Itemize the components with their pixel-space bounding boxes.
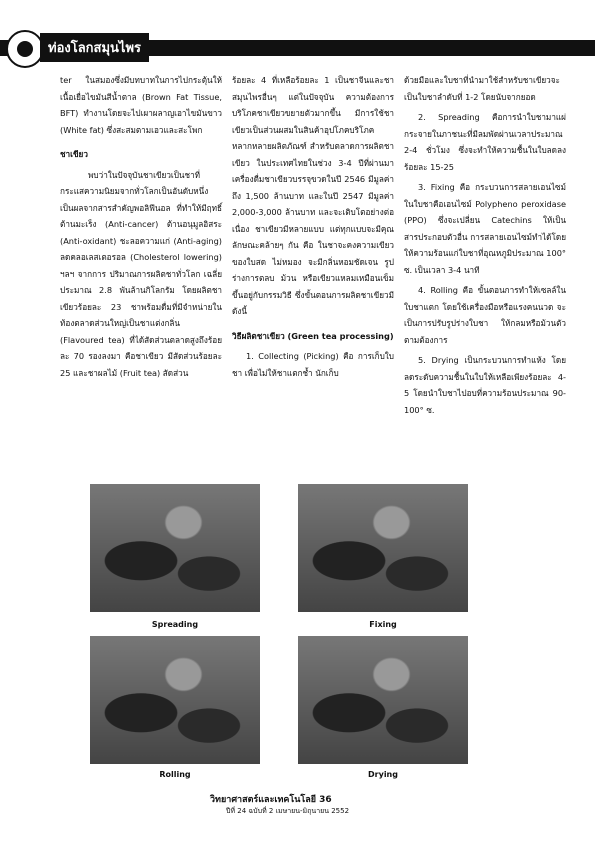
column-1 (60, 72, 222, 385)
section-heading: วิธีผลิตชาเขียว (Green tea processing) (232, 330, 394, 341)
photo-spreading (90, 484, 260, 612)
footer-journal: วิทยาศาสตร์และเทคโนโลยี 36 (210, 795, 332, 805)
photo-fixing (298, 484, 468, 612)
page-header (0, 30, 595, 66)
photo-rolling (90, 636, 260, 764)
caption-fixing: Fixing (369, 620, 397, 629)
caption-rolling: Rolling (159, 770, 191, 779)
paragraph: 3. Fixing คือ กระบวนการสลายเอนไซม์ในใบชาคือเอนไซม์ Polypheno peroxidase (PPO) ซึ่งจะเปลี่ยน Catechins ให้เป็นสารประกอบตัวอื่น การสลายเอนไซม์ทำได้โดยให้ความร้อนแก่ใบชาที่อุณหภูมิประมาณ 100° ซ. เป็นเวลา 3-4 นาที (404, 182, 566, 275)
photo-drying (298, 636, 468, 764)
paragraph: ร้อยละ 4 ที่เหลือร้อยละ 1 เป็นชาจีนและชาสมุนไพรอื่นๆ แต่ในปัจจุบัน ความต้องการบริโภคชาเขียวขยายตัวมากขึ้น มีการใช้ชาเขียวเป็นส่วนผสมในสินค้าอุปโภคบริโภคหลากหลายผลิตภัณฑ์ สำหรับตลาดการผลิตชาเขียว ในประเทศไทยในช่วง 3-4 ปีที่ผ่านมาเครื่องดื่มชาเขียวบรรจุขวดในปี 2546 มีมูลค่าถึง 1,500 ล้านบาท และในปี 2547 มีมูลค่า 2,000-3,000 ล้านบาท และจะเติบโตอย่างต่อเนื่อง ชาเขียวมีหลายแบบ แต่ทุกแบบจะมีคุณลักษณะคล้ายๆ กัน คือ ในชาจะคงความเขียวของใบสด ไม่หมอง จะมีกลิ่นหอมชัดเจน รูปร่างการตลบ ม้วน หรือเขียวแหลมเหมือนเข็มขึ้นอยู่กับกรรมวิธี ซึ่งขั้นตอนการผลิตชาเขียวมีดังนี้ (232, 75, 394, 316)
paragraph: ter ในสมองซึ่งมีบทบาทในการไปกระตุ้นให้เนื้อเยื่อไขมันสีน้ำตาล (Brown Fat Tissue, BFT) ทำงานโดยจะไปเผาผลาญเอาไขมันขาว (White fat) ซึ่งสะสมตามเอวและสะโพก (60, 75, 222, 135)
column-3 (404, 72, 566, 422)
paragraph: พบว่าในปัจจุบันชาเขียวเป็นชาที่กระแสความนิยมจากทั่วโลกเป็นอันดับหนึ่ง เป็นผลจากสารสำคัญพอลิฟีนอล ที่ทำให้มีฤทธิ์ต้านมะเร็ง (Anti-cancer) ต้านอนุมูลอิสระ (Anti-oxidant) ชะลอความแก่ (Anti-aging) ลดคลอเลสเตอรอล (Cholesterol lowering) ฯลฯ จากการ ปริมาณการผลิตชาทั่วโลก เฉลี่ยประมาณ 2.8 พันล้านกิโลกรัม โดยผลิตชาเขียวร้อยละ 23 ชาพร้อมดื่มที่มีจำหน่ายในท้องตลาดส่วนใหญ่เป็นชาแต่งกลิ่น (Flavoured tea) ที่ได้สัดส่วนตลาดสูงถึงร้อยละ 70 รองลงมา คือชาเขียว มีสัดส่วนร้อยละ 25 และชาผลไม้ (Fruit tea) สัดส่วน (60, 169, 222, 378)
paragraph: 4. Rolling คือ ขั้นตอนการทำให้เซลล์ในใบชาแตก โดยใช้เครื่องมือหรือแรงคนนวด จะเป็นการปรับรูปร่างใบชา ให้กลมหรือม้วนตัวตามต้องการ (404, 285, 566, 345)
footer-issue: ปีที่ 24 ฉบับที่ 2 เมษายน-มิถุนายน 2552 (226, 807, 350, 815)
caption-spreading: Spreading (151, 620, 199, 629)
section-heading: ชาเขียว (60, 149, 88, 159)
column-2 (232, 72, 394, 385)
paragraph: ด้วยมือและใบชาที่นำมาใช้สำหรับชาเขียวจะเป็นใบชาลำดับที่ 1-2 โดยนับจากยอด (404, 75, 560, 102)
paragraph: 5. Drying เป็นกระบวนการทำแห้ง โดยลดระดับความชื้นในใบให้เหลือเพียงร้อยละ 4-5 โดยนำใบชาไปอบที่ความร้อนประมาณ 90-100° ซ. (404, 355, 566, 415)
paragraph: 2. Spreading คือการนำใบชามาแผ่กระจายในภาชนะที่มีลมพัดผ่านเวลาประมาณ 2-4 ชั่วโมง ซึ่งจะทำให้ความชื้นในใบลดลงร้อยละ 15-25 (404, 112, 566, 172)
section-title: ท่องโลกสมุนไพร (40, 33, 149, 62)
caption-drying: Drying (368, 770, 398, 779)
header-logo-icon (6, 30, 44, 68)
paragraph: 1. Collecting (Picking) คือ การเก็บใบชา เพื่อไม่ให้ชาแตกช้ำ นักเก็บ (232, 351, 394, 378)
